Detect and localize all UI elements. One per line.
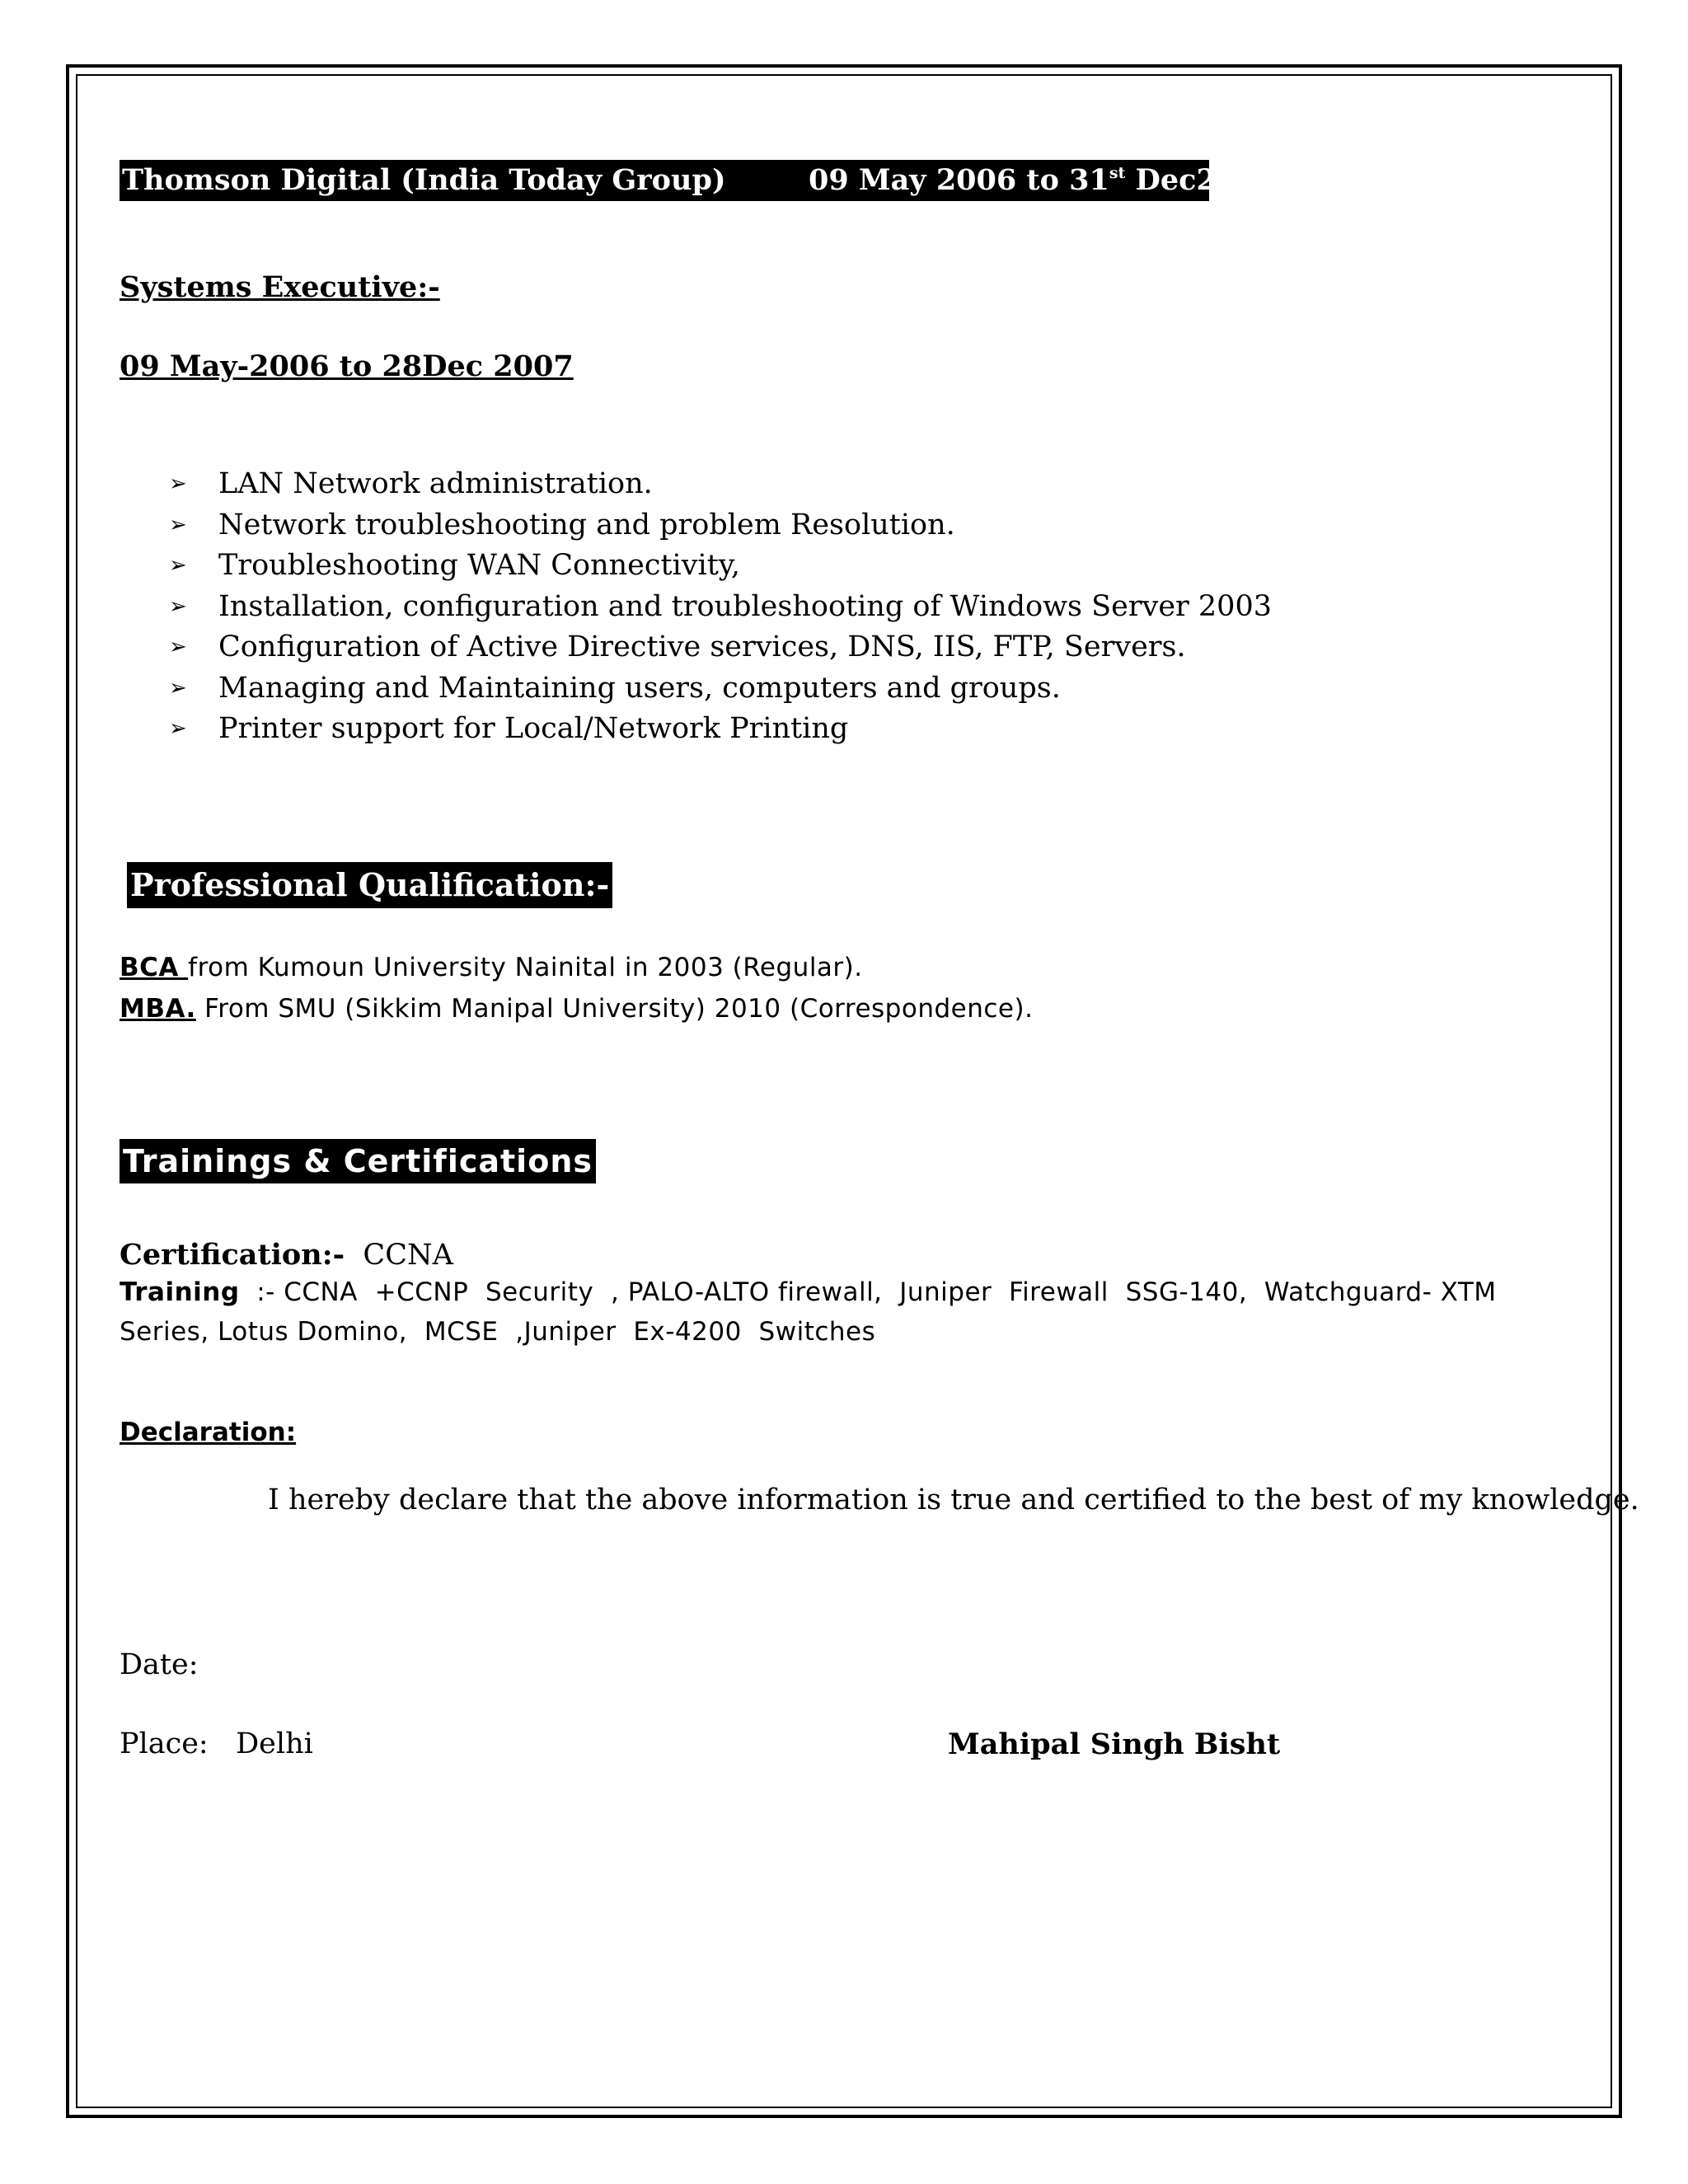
- training-detail: :- CCNA +CCNP Security , PALO-ALTO firewall, Juniper Firewall SSG-140, Watchguard- XTM: [239, 1277, 1497, 1307]
- duty-text: Managing and Maintaining users, computers and groups.: [218, 671, 1061, 705]
- role-dates: 09 May-2006 to 28Dec 2007: [120, 349, 574, 383]
- duty-text: Installation, configuration and troubleshooting of Windows Server 2003: [218, 589, 1272, 623]
- degree-detail: from Kumoun University Nainital in 2003 (Regular).: [188, 953, 863, 982]
- certification-line: [120, 1238, 453, 1272]
- period-superscript: st: [1109, 164, 1126, 182]
- list-item: [169, 464, 1272, 505]
- arrow-bullet-icon: ➢: [169, 512, 187, 537]
- list-item: [169, 505, 1272, 546]
- duty-text: Network troubleshooting and problem Resolution.: [218, 508, 955, 541]
- duties-list: [169, 464, 1272, 750]
- certification-value: CCNA: [345, 1239, 453, 1272]
- job-header-bar: [120, 160, 1277, 201]
- employment-period: [809, 160, 1277, 201]
- training-line: [120, 1277, 1497, 1307]
- signature-name: Mahipal Singh Bisht: [948, 1727, 1281, 1761]
- place-line: [120, 1727, 313, 1760]
- duty-text: Printer support for Local/Network Printing: [218, 712, 849, 745]
- list-item: [169, 627, 1272, 668]
- certification-label: Certification:-: [120, 1238, 345, 1272]
- duty-text: Troubleshooting WAN Connectivity,: [218, 549, 741, 582]
- arrow-bullet-icon: ➢: [169, 635, 187, 659]
- trainings-heading: Trainings & Certifications: [120, 1139, 596, 1183]
- place-label: Place:: [120, 1727, 209, 1760]
- arrow-bullet-icon: ➢: [169, 553, 187, 578]
- degree-name: BCA: [120, 953, 189, 982]
- arrow-bullet-icon: ➢: [169, 675, 187, 701]
- declaration-text: I hereby declare that the above information is true and certified to the best of my knowledge.: [268, 1483, 1639, 1516]
- duty-text: LAN Network administration.: [218, 467, 653, 500]
- qualification-item: [120, 953, 863, 982]
- qualification-item: [120, 994, 1033, 1024]
- list-item: [169, 668, 1272, 710]
- role-title: Systems Executive:-: [120, 270, 440, 304]
- declaration-heading: Declaration:: [120, 1418, 297, 1447]
- period-start: 09 May 2006 to 31: [809, 163, 1109, 197]
- duty-text: Configuration of Active Directive services, DNS, IIS, FTP, Servers.: [218, 630, 1186, 663]
- period-end: Dec2007: [1125, 163, 1277, 197]
- degree-detail: From SMU (Sikkim Manipal University) 2010 (Correspondence).: [195, 994, 1034, 1024]
- arrow-bullet-icon: ➢: [169, 471, 187, 496]
- company-name: Thomson Digital (India Today Group): [122, 163, 726, 197]
- training-line-continued: Series, Lotus Domino, MCSE ,Juniper Ex-4200 Switches: [120, 1317, 876, 1347]
- training-label: Training: [120, 1277, 240, 1307]
- list-item: [169, 587, 1272, 628]
- degree-name: MBA.: [120, 994, 196, 1024]
- place-value: Delhi: [208, 1727, 313, 1760]
- qualification-heading: Professional Qualification:-: [127, 862, 612, 908]
- list-item: [169, 709, 1272, 750]
- date-label: Date:: [120, 1648, 199, 1681]
- arrow-bullet-icon: ➢: [169, 593, 187, 619]
- arrow-bullet-icon: ➢: [169, 716, 187, 741]
- list-item: [169, 546, 1272, 587]
